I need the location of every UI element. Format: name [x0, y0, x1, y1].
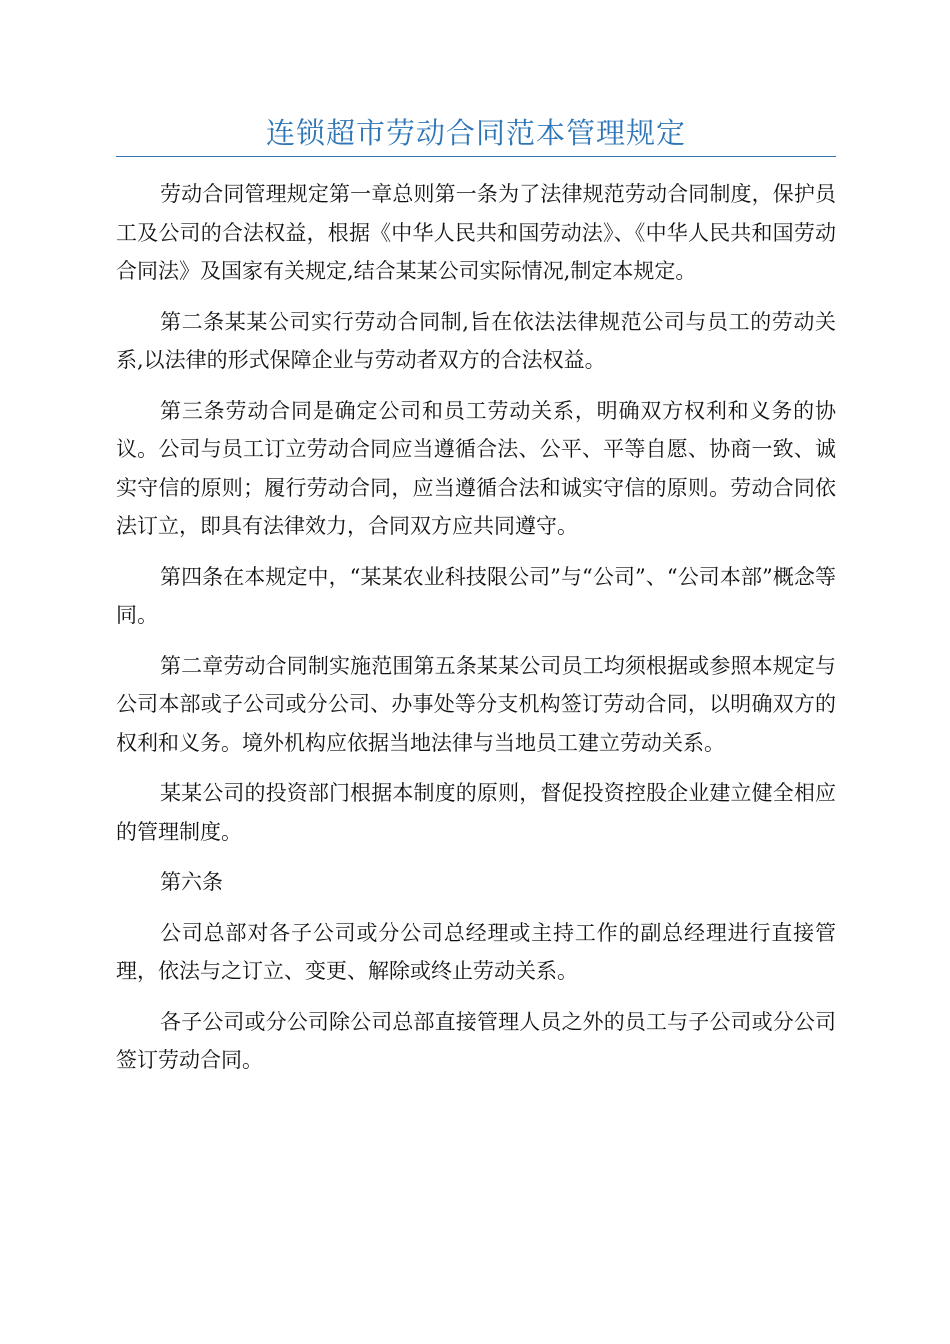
paragraph-1: 劳动合同管理规定第一章总则第一条为了法律规范劳动合同制度，保护员工及公司的合法权益，根据《中华人民共和国劳动法》、《中华人民共和国劳动合同法》及国家有关规定,结合某某公司实际情况,制定本规定。: [116, 182, 836, 283]
paragraph-4: 第四条在本规定中，“某某农业科技限公司”与“公司”、“公司本部”概念等同。: [116, 564, 836, 627]
paragraph-3: 第三条劳动合同是确定公司和员工劳动关系，明确双方权利和义务的协议。公司与员工订立劳动合同应当遵循合法、公平、平等自愿、协商一致、诚实守信的原则；履行劳动合同，应当遵循合法和诚实守信的原则。劳动合同依法订立，即具有法律效力，合同双方应共同遵守。: [116, 398, 836, 538]
paragraph-5: 第二章劳动合同制实施范围第五条某某公司员工均须根据或参照本规定与公司本部或子公司或分公司、办事处等分支机构签订劳动合同，以明确双方的权利和义务。境外机构应依据当地法律与当地员工建立劳动关系。: [116, 653, 836, 755]
document-title: 连锁超市劳动合同范本管理规定: [265, 116, 686, 150]
paragraph-7: 第六条: [160, 870, 223, 894]
document-body: [116, 175, 836, 1080]
paragraph-9: 各子公司或分公司除公司总部直接管理人员之外的员工与子公司或分公司签订劳动合同。: [116, 1009, 836, 1072]
title-underline: [116, 156, 836, 157]
paragraph-2: 第二条某某公司实行劳动合同制,旨在依法法律规范公司与员工的劳动关系,以法律的形式保障企业与劳动者双方的合法权益。: [116, 309, 836, 372]
paragraph-6: 某某公司的投资部门根据本制度的原则，督促投资控股企业建立健全相应的管理制度。: [116, 781, 836, 844]
document-page: [116, 112, 836, 1092]
paragraph-8: 公司总部对各子公司或分公司总经理或主持工作的副总经理进行直接管理，依法与之订立、变更、解除或终止劳动关系。: [116, 920, 836, 983]
